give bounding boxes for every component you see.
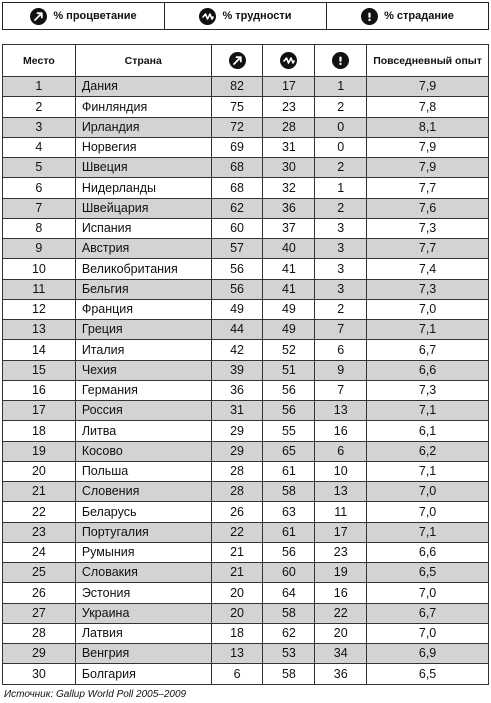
header-thriving bbox=[211, 45, 263, 77]
country-ranking-table bbox=[2, 44, 489, 685]
table-row bbox=[3, 542, 489, 562]
cell-suffering: 11 bbox=[315, 502, 367, 522]
cell-thriving: 57 bbox=[211, 239, 263, 259]
cell-rank: 20 bbox=[3, 461, 76, 481]
cell-thriving: 75 bbox=[211, 97, 263, 117]
cell-suffering: 9 bbox=[315, 360, 367, 380]
cell-rank: 28 bbox=[3, 623, 76, 643]
cell-struggling: 51 bbox=[263, 360, 315, 380]
cell-rank: 6 bbox=[3, 178, 76, 198]
cell-suffering: 13 bbox=[315, 482, 367, 502]
cell-struggling: 49 bbox=[263, 320, 315, 340]
cell-thriving: 28 bbox=[211, 482, 263, 502]
table-row bbox=[3, 97, 489, 117]
cell-rank: 15 bbox=[3, 360, 76, 380]
cell-suffering: 3 bbox=[315, 218, 367, 238]
cell-daily-experience: 7,0 bbox=[367, 502, 489, 522]
cell-struggling: 56 bbox=[263, 401, 315, 421]
arrow-up-right-icon bbox=[229, 52, 246, 69]
cell-thriving: 68 bbox=[211, 178, 263, 198]
table-row bbox=[3, 340, 489, 360]
cell-rank: 24 bbox=[3, 542, 76, 562]
cell-struggling: 36 bbox=[263, 198, 315, 218]
source-note: Источник: Gallup World Poll 2005–2009 bbox=[4, 689, 187, 700]
cell-suffering: 0 bbox=[315, 117, 367, 137]
table-row bbox=[3, 603, 489, 623]
cell-daily-experience: 7,3 bbox=[367, 279, 489, 299]
cell-country: Италия bbox=[75, 340, 211, 360]
table-row bbox=[3, 360, 489, 380]
cell-country: Венгрия bbox=[75, 644, 211, 664]
cell-thriving: 62 bbox=[211, 198, 263, 218]
cell-rank: 11 bbox=[3, 279, 76, 299]
cell-thriving: 31 bbox=[211, 401, 263, 421]
cell-rank: 14 bbox=[3, 340, 76, 360]
table-row bbox=[3, 117, 489, 137]
cell-country: Россия bbox=[75, 401, 211, 421]
cell-rank: 13 bbox=[3, 320, 76, 340]
cell-thriving: 21 bbox=[211, 542, 263, 562]
cell-country: Германия bbox=[75, 380, 211, 400]
cell-suffering: 10 bbox=[315, 461, 367, 481]
cell-country: Великобритания bbox=[75, 259, 211, 279]
cell-thriving: 56 bbox=[211, 279, 263, 299]
cell-rank: 25 bbox=[3, 563, 76, 583]
table-row bbox=[3, 644, 489, 664]
cell-suffering: 0 bbox=[315, 137, 367, 157]
cell-country: Греция bbox=[75, 320, 211, 340]
header-suffering bbox=[315, 45, 367, 77]
cell-country: Словакия bbox=[75, 563, 211, 583]
cell-country: Бельгия bbox=[75, 279, 211, 299]
cell-struggling: 31 bbox=[263, 137, 315, 157]
cell-daily-experience: 6,5 bbox=[367, 664, 489, 684]
cell-thriving: 49 bbox=[211, 299, 263, 319]
cell-country: Нидерланды bbox=[75, 178, 211, 198]
cell-country: Ирландия bbox=[75, 117, 211, 137]
cell-suffering: 7 bbox=[315, 320, 367, 340]
cell-daily-experience: 7,3 bbox=[367, 218, 489, 238]
legend bbox=[2, 2, 489, 30]
cell-daily-experience: 6,5 bbox=[367, 563, 489, 583]
table-row bbox=[3, 502, 489, 522]
cell-struggling: 49 bbox=[263, 299, 315, 319]
cell-country: Словения bbox=[75, 482, 211, 502]
cell-thriving: 22 bbox=[211, 522, 263, 542]
cell-rank: 30 bbox=[3, 664, 76, 684]
table-row bbox=[3, 259, 489, 279]
cell-daily-experience: 8,1 bbox=[367, 117, 489, 137]
cell-country: Болгария bbox=[75, 664, 211, 684]
table-row bbox=[3, 299, 489, 319]
cell-country: Швеция bbox=[75, 158, 211, 178]
cell-thriving: 60 bbox=[211, 218, 263, 238]
cell-thriving: 26 bbox=[211, 502, 263, 522]
legend-label-suffering: % страдание bbox=[384, 10, 454, 22]
cell-suffering: 3 bbox=[315, 239, 367, 259]
table-row bbox=[3, 563, 489, 583]
table-row bbox=[3, 77, 489, 97]
cell-rank: 18 bbox=[3, 421, 76, 441]
table-row bbox=[3, 218, 489, 238]
cell-country: Чехия bbox=[75, 360, 211, 380]
table-row bbox=[3, 239, 489, 259]
cell-thriving: 6 bbox=[211, 664, 263, 684]
legend-label-thriving: % процветание bbox=[53, 10, 137, 22]
legend-item-struggling bbox=[164, 3, 326, 29]
cell-rank: 8 bbox=[3, 218, 76, 238]
cell-country: Литва bbox=[75, 421, 211, 441]
table-row bbox=[3, 279, 489, 299]
cell-daily-experience: 6,1 bbox=[367, 421, 489, 441]
cell-suffering: 6 bbox=[315, 441, 367, 461]
cell-daily-experience: 7,9 bbox=[367, 77, 489, 97]
table-row bbox=[3, 320, 489, 340]
cell-rank: 17 bbox=[3, 401, 76, 421]
cell-suffering: 6 bbox=[315, 340, 367, 360]
cell-country: Косово bbox=[75, 441, 211, 461]
cell-thriving: 39 bbox=[211, 360, 263, 380]
cell-rank: 5 bbox=[3, 158, 76, 178]
cell-rank: 12 bbox=[3, 299, 76, 319]
cell-thriving: 28 bbox=[211, 461, 263, 481]
cell-rank: 27 bbox=[3, 603, 76, 623]
header-struggling bbox=[263, 45, 315, 77]
cell-struggling: 32 bbox=[263, 178, 315, 198]
cell-country: Латвия bbox=[75, 623, 211, 643]
table-row bbox=[3, 380, 489, 400]
cell-daily-experience: 7,0 bbox=[367, 583, 489, 603]
cell-thriving: 72 bbox=[211, 117, 263, 137]
cell-country: Украина bbox=[75, 603, 211, 623]
cell-daily-experience: 6,9 bbox=[367, 644, 489, 664]
cell-struggling: 41 bbox=[263, 279, 315, 299]
cell-daily-experience: 7,4 bbox=[367, 259, 489, 279]
cell-daily-experience: 7,1 bbox=[367, 461, 489, 481]
cell-thriving: 42 bbox=[211, 340, 263, 360]
table-row bbox=[3, 158, 489, 178]
cell-thriving: 18 bbox=[211, 623, 263, 643]
cell-rank: 7 bbox=[3, 198, 76, 218]
table-row bbox=[3, 664, 489, 684]
cell-rank: 21 bbox=[3, 482, 76, 502]
cell-suffering: 36 bbox=[315, 664, 367, 684]
cell-daily-experience: 6,6 bbox=[367, 542, 489, 562]
cell-rank: 2 bbox=[3, 97, 76, 117]
table-row bbox=[3, 441, 489, 461]
exclamation-icon bbox=[332, 52, 349, 69]
cell-daily-experience: 7,9 bbox=[367, 137, 489, 157]
cell-country: Финляндия bbox=[75, 97, 211, 117]
table-row bbox=[3, 623, 489, 643]
cell-suffering: 2 bbox=[315, 158, 367, 178]
cell-struggling: 23 bbox=[263, 97, 315, 117]
cell-struggling: 65 bbox=[263, 441, 315, 461]
cell-suffering: 20 bbox=[315, 623, 367, 643]
cell-thriving: 44 bbox=[211, 320, 263, 340]
cell-suffering: 34 bbox=[315, 644, 367, 664]
cell-thriving: 13 bbox=[211, 644, 263, 664]
cell-struggling: 53 bbox=[263, 644, 315, 664]
cell-rank: 19 bbox=[3, 441, 76, 461]
cell-struggling: 58 bbox=[263, 603, 315, 623]
cell-suffering: 23 bbox=[315, 542, 367, 562]
cell-thriving: 69 bbox=[211, 137, 263, 157]
table-row bbox=[3, 178, 489, 198]
cell-thriving: 29 bbox=[211, 421, 263, 441]
cell-daily-experience: 6,6 bbox=[367, 360, 489, 380]
cell-daily-experience: 7,0 bbox=[367, 482, 489, 502]
cell-rank: 1 bbox=[3, 77, 76, 97]
cell-daily-experience: 7,7 bbox=[367, 178, 489, 198]
cell-country: Эстония bbox=[75, 583, 211, 603]
cell-country: Польша bbox=[75, 461, 211, 481]
cell-suffering: 2 bbox=[315, 97, 367, 117]
cell-struggling: 40 bbox=[263, 239, 315, 259]
cell-daily-experience: 7,1 bbox=[367, 522, 489, 542]
cell-suffering: 19 bbox=[315, 563, 367, 583]
cell-rank: 22 bbox=[3, 502, 76, 522]
table-row bbox=[3, 401, 489, 421]
cell-struggling: 41 bbox=[263, 259, 315, 279]
cell-rank: 16 bbox=[3, 380, 76, 400]
cell-daily-experience: 7,8 bbox=[367, 97, 489, 117]
cell-thriving: 20 bbox=[211, 583, 263, 603]
header-rank: Место bbox=[3, 45, 76, 77]
table-row bbox=[3, 198, 489, 218]
cell-country: Дания bbox=[75, 77, 211, 97]
cell-struggling: 56 bbox=[263, 542, 315, 562]
cell-country: Норвегия bbox=[75, 137, 211, 157]
cell-suffering: 16 bbox=[315, 421, 367, 441]
cell-thriving: 82 bbox=[211, 77, 263, 97]
table-row bbox=[3, 461, 489, 481]
table-row bbox=[3, 137, 489, 157]
cell-suffering: 22 bbox=[315, 603, 367, 623]
cell-thriving: 56 bbox=[211, 259, 263, 279]
cell-suffering: 2 bbox=[315, 198, 367, 218]
cell-daily-experience: 7,7 bbox=[367, 239, 489, 259]
header-country: Страна bbox=[75, 45, 211, 77]
cell-rank: 3 bbox=[3, 117, 76, 137]
header-daily-experience: Повседневный опыт bbox=[367, 45, 489, 77]
cell-country: Швейцария bbox=[75, 198, 211, 218]
arrow-up-right-icon bbox=[30, 8, 47, 25]
cell-daily-experience: 6,7 bbox=[367, 340, 489, 360]
cell-struggling: 58 bbox=[263, 664, 315, 684]
cell-struggling: 28 bbox=[263, 117, 315, 137]
cell-suffering: 3 bbox=[315, 259, 367, 279]
legend-item-thriving bbox=[3, 3, 164, 29]
cell-struggling: 30 bbox=[263, 158, 315, 178]
cell-rank: 23 bbox=[3, 522, 76, 542]
cell-rank: 29 bbox=[3, 644, 76, 664]
cell-thriving: 68 bbox=[211, 158, 263, 178]
cell-rank: 10 bbox=[3, 259, 76, 279]
cell-daily-experience: 7,1 bbox=[367, 401, 489, 421]
table-row bbox=[3, 482, 489, 502]
cell-rank: 26 bbox=[3, 583, 76, 603]
zigzag-icon bbox=[199, 8, 216, 25]
cell-struggling: 17 bbox=[263, 77, 315, 97]
cell-suffering: 1 bbox=[315, 178, 367, 198]
cell-country: Австрия bbox=[75, 239, 211, 259]
cell-suffering: 7 bbox=[315, 380, 367, 400]
cell-struggling: 55 bbox=[263, 421, 315, 441]
cell-daily-experience: 7,9 bbox=[367, 158, 489, 178]
cell-suffering: 16 bbox=[315, 583, 367, 603]
cell-daily-experience: 7,6 bbox=[367, 198, 489, 218]
cell-struggling: 37 bbox=[263, 218, 315, 238]
cell-daily-experience: 6,7 bbox=[367, 603, 489, 623]
table-header-row bbox=[3, 45, 489, 77]
cell-daily-experience: 7,1 bbox=[367, 320, 489, 340]
table-row bbox=[3, 421, 489, 441]
exclamation-icon bbox=[361, 8, 378, 25]
legend-item-suffering bbox=[326, 3, 488, 29]
cell-struggling: 61 bbox=[263, 461, 315, 481]
cell-struggling: 64 bbox=[263, 583, 315, 603]
cell-struggling: 61 bbox=[263, 522, 315, 542]
cell-thriving: 36 bbox=[211, 380, 263, 400]
cell-country: Португалия bbox=[75, 522, 211, 542]
cell-daily-experience: 7,0 bbox=[367, 299, 489, 319]
cell-country: Испания bbox=[75, 218, 211, 238]
cell-daily-experience: 6,2 bbox=[367, 441, 489, 461]
cell-thriving: 20 bbox=[211, 603, 263, 623]
table-row bbox=[3, 522, 489, 542]
cell-country: Беларусь bbox=[75, 502, 211, 522]
cell-thriving: 21 bbox=[211, 563, 263, 583]
cell-daily-experience: 7,3 bbox=[367, 380, 489, 400]
table-row bbox=[3, 583, 489, 603]
cell-suffering: 17 bbox=[315, 522, 367, 542]
cell-suffering: 3 bbox=[315, 279, 367, 299]
cell-struggling: 60 bbox=[263, 563, 315, 583]
zigzag-icon bbox=[280, 52, 297, 69]
cell-rank: 4 bbox=[3, 137, 76, 157]
cell-country: Румыния bbox=[75, 542, 211, 562]
legend-label-struggling: % трудности bbox=[222, 10, 292, 22]
cell-struggling: 56 bbox=[263, 380, 315, 400]
cell-thriving: 29 bbox=[211, 441, 263, 461]
cell-suffering: 1 bbox=[315, 77, 367, 97]
cell-struggling: 58 bbox=[263, 482, 315, 502]
cell-suffering: 13 bbox=[315, 401, 367, 421]
cell-country: Франция bbox=[75, 299, 211, 319]
cell-struggling: 62 bbox=[263, 623, 315, 643]
cell-daily-experience: 7,0 bbox=[367, 623, 489, 643]
cell-struggling: 52 bbox=[263, 340, 315, 360]
cell-rank: 9 bbox=[3, 239, 76, 259]
cell-struggling: 63 bbox=[263, 502, 315, 522]
cell-suffering: 2 bbox=[315, 299, 367, 319]
